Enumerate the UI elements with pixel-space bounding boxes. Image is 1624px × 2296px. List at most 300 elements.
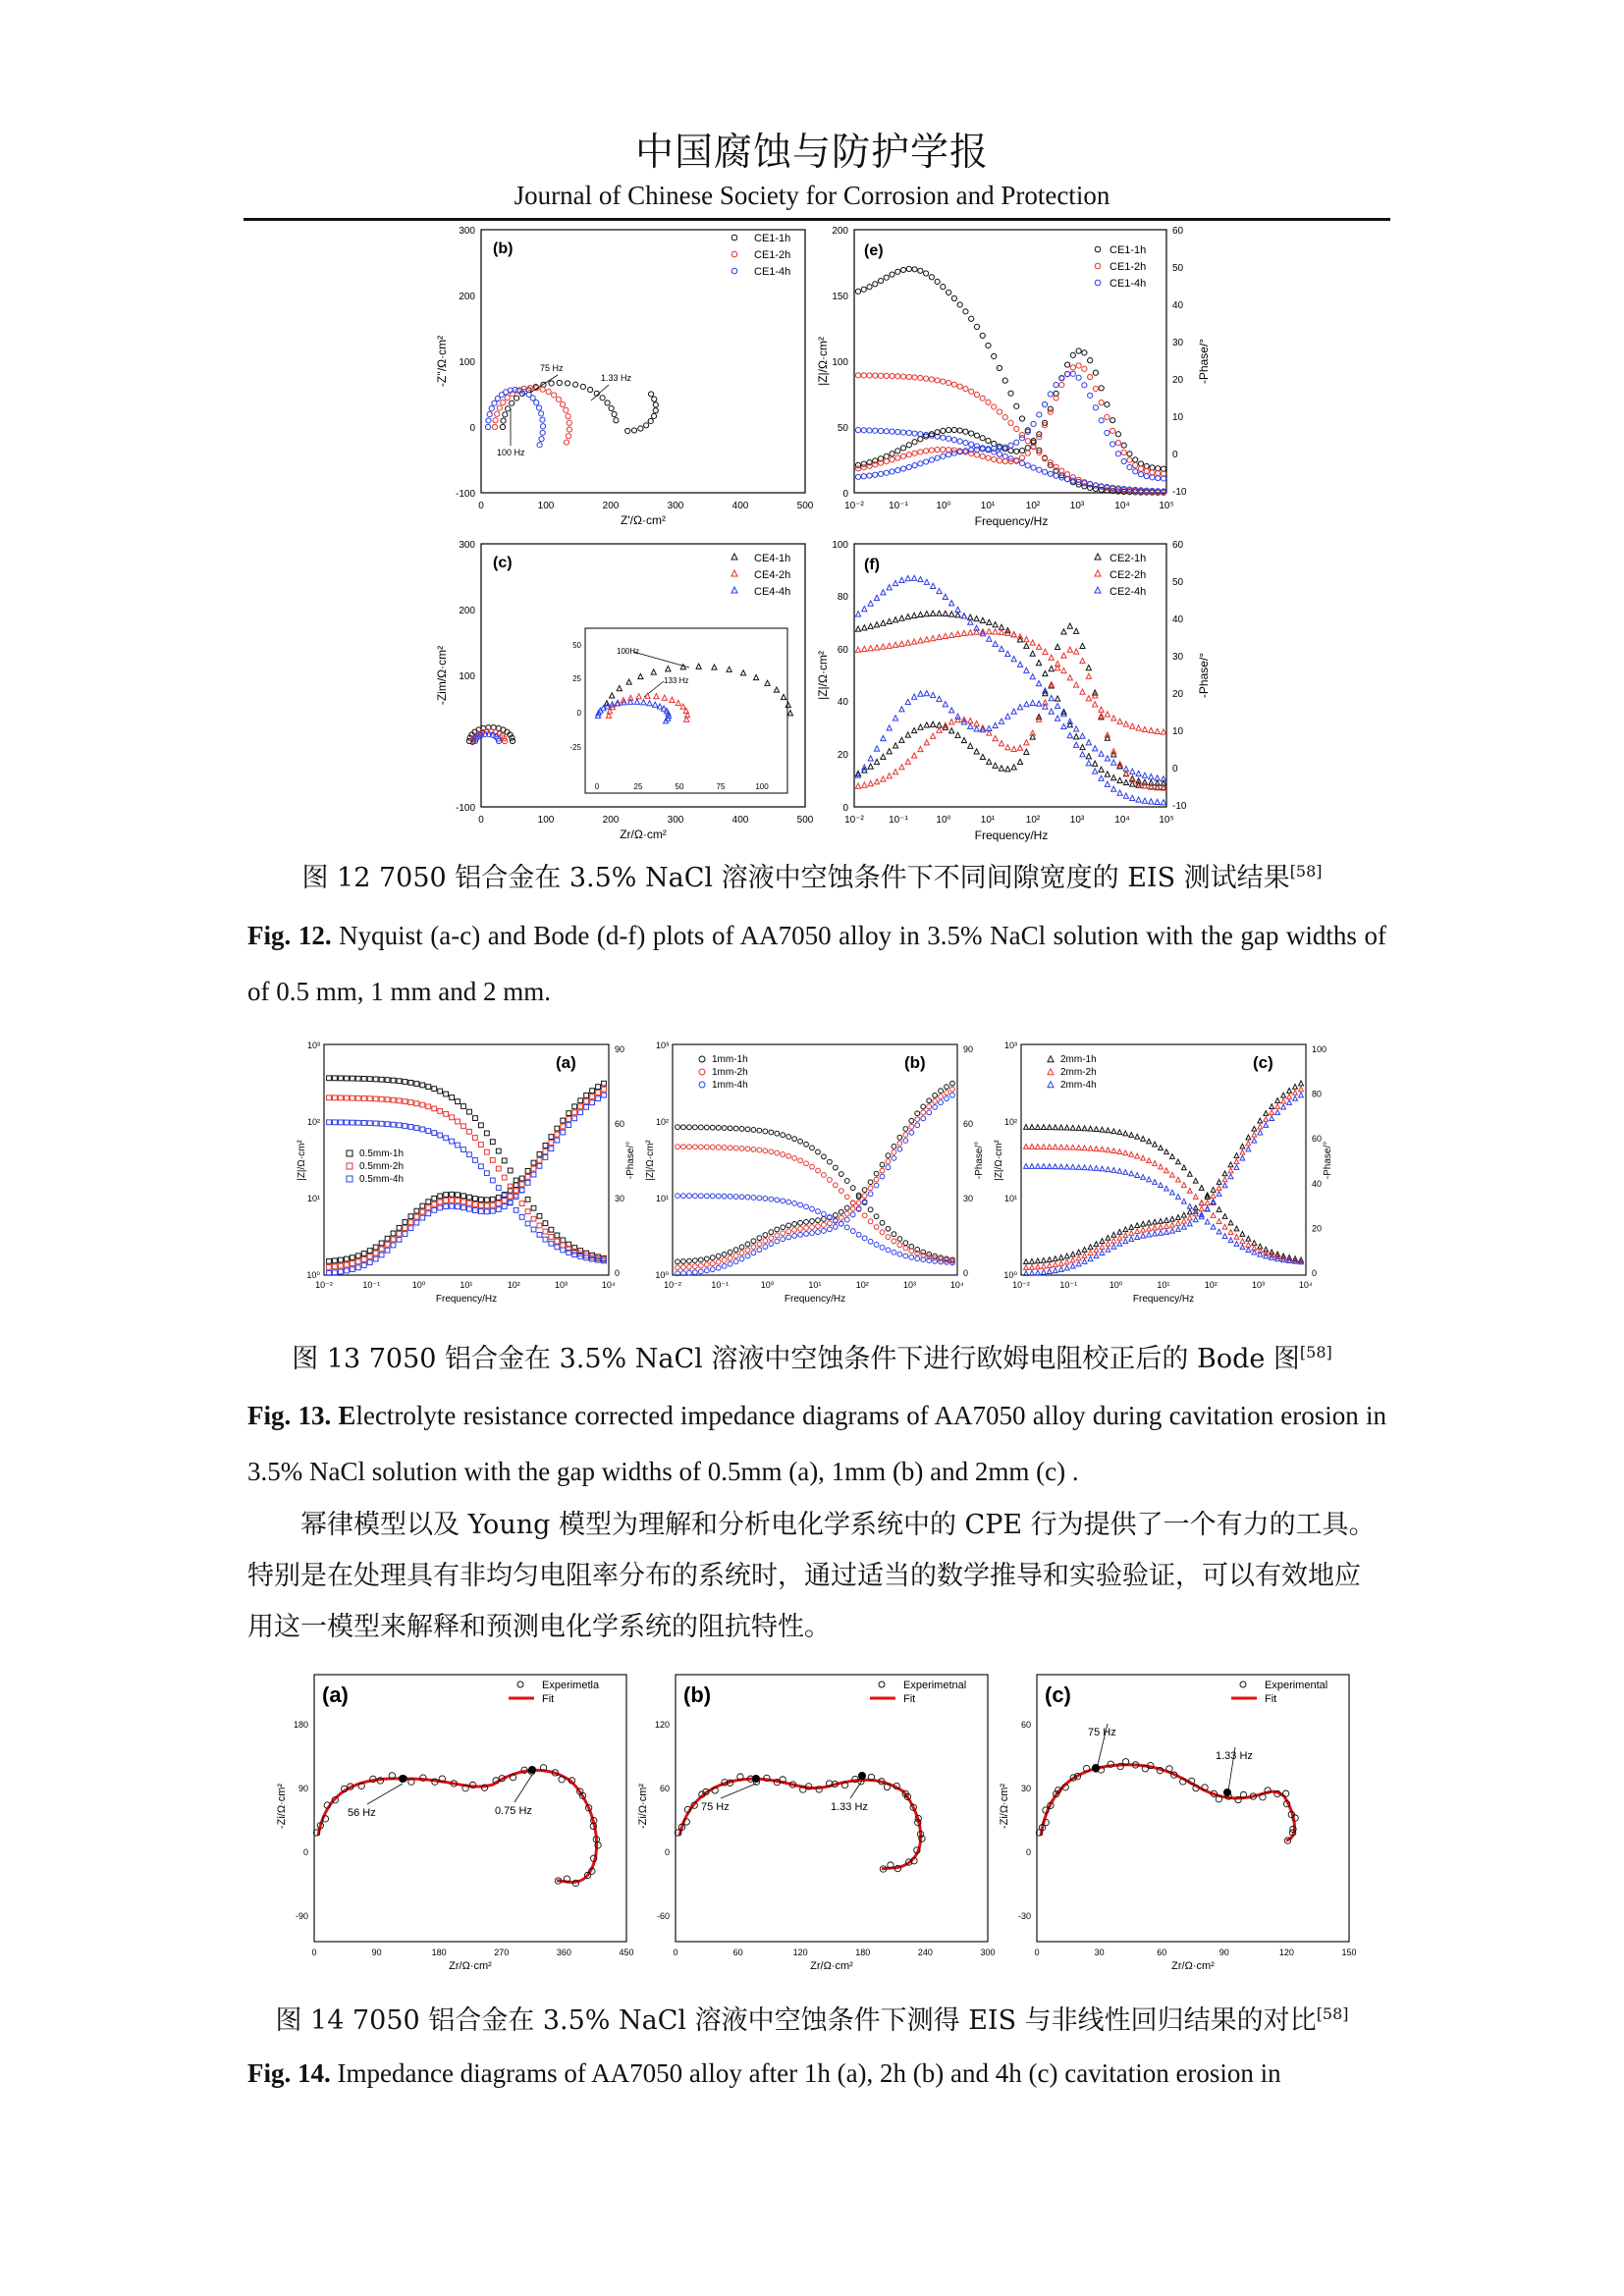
data-point (906, 430, 911, 435)
data-point (692, 1125, 697, 1130)
panel-label: (b) (493, 240, 514, 257)
data-point (456, 1099, 460, 1104)
data-point (456, 1143, 460, 1148)
data-point (1228, 1162, 1233, 1167)
data-point (590, 1089, 595, 1094)
data-point (987, 759, 992, 764)
data-point (564, 407, 568, 412)
data-point (728, 1255, 732, 1260)
data-point (918, 450, 923, 454)
data-point (939, 1089, 944, 1094)
data-point (687, 1125, 692, 1130)
tick: 0 (1312, 1268, 1318, 1278)
data-point (781, 1133, 785, 1138)
data-point (1094, 1127, 1099, 1132)
tick: 0 (1172, 764, 1178, 774)
data-point (947, 428, 951, 433)
data-point (1036, 1125, 1041, 1130)
data-point (1019, 460, 1024, 465)
data-point (403, 1099, 407, 1104)
annotation-dot (1092, 1764, 1100, 1772)
data-point (1111, 1232, 1116, 1237)
data-point (1074, 628, 1079, 633)
tick: -25 (569, 743, 581, 752)
tick: 0 (311, 1948, 317, 1957)
inset-frame (585, 628, 787, 793)
data-point (1106, 1148, 1110, 1152)
data-point (887, 774, 892, 778)
data-point (687, 1145, 692, 1149)
data-point (921, 1116, 926, 1121)
tick: 0 (673, 1948, 678, 1957)
data-point (1056, 696, 1060, 701)
data-point (1058, 1125, 1063, 1130)
data-point (855, 289, 860, 294)
data-point (924, 612, 929, 616)
data-point (333, 1258, 338, 1263)
tick: 40 (1172, 614, 1184, 625)
data-point (1187, 1215, 1192, 1220)
data-point (924, 637, 929, 642)
data-point (745, 1147, 750, 1151)
data-point (881, 620, 886, 625)
fit-curve (318, 1770, 597, 1882)
data-point (822, 1154, 827, 1159)
data-point (605, 400, 610, 405)
data-point (537, 1157, 542, 1162)
data-point (1161, 466, 1165, 471)
data-point (367, 1077, 372, 1082)
data-point (886, 1235, 891, 1240)
data-point (590, 1100, 595, 1105)
data-point (997, 452, 1001, 456)
data-point (1287, 1100, 1292, 1105)
tick: -90 (295, 1911, 308, 1921)
data-point (652, 397, 657, 401)
tick: 40 (1172, 300, 1184, 311)
data-point (492, 424, 497, 429)
data-point (561, 1130, 566, 1135)
data-point (537, 1163, 542, 1168)
data-point (1030, 1164, 1035, 1169)
data-point (1117, 1130, 1122, 1135)
data-point (955, 613, 960, 617)
data-point (1088, 1251, 1093, 1255)
data-point (1117, 1242, 1122, 1247)
data-point (681, 1194, 686, 1199)
data-point (1181, 1165, 1186, 1170)
data-point (804, 1161, 809, 1166)
data-point (873, 373, 878, 378)
legend-entry: Experimental (1265, 1680, 1328, 1691)
data-point (900, 267, 905, 272)
data-point (450, 1139, 455, 1144)
data-point (906, 266, 911, 271)
data-point (681, 1125, 686, 1130)
data-point (1159, 1183, 1164, 1188)
data-point (1246, 1135, 1251, 1140)
data-point (1135, 1223, 1140, 1228)
data-point (1031, 421, 1036, 426)
data-point (1074, 649, 1079, 654)
data-point (1127, 452, 1132, 456)
data-point (1170, 1154, 1175, 1159)
data-point (878, 278, 883, 283)
data-point (912, 727, 917, 732)
data-point (492, 400, 497, 405)
data-point (786, 1235, 791, 1240)
data-point (900, 454, 905, 458)
tick: 100 (832, 357, 848, 368)
data-point (1246, 1141, 1251, 1146)
data-point (924, 271, 929, 276)
data-point (1170, 1216, 1175, 1221)
data-point (1264, 1111, 1269, 1116)
data-point (1234, 1165, 1239, 1170)
data-point (478, 1198, 483, 1202)
data-point (578, 1110, 583, 1115)
data-point (555, 1126, 560, 1131)
data-point (886, 1226, 891, 1231)
data-point (549, 1241, 554, 1246)
data-point (1011, 632, 1016, 637)
data-point (963, 309, 968, 314)
data-point (385, 1122, 390, 1127)
data-point (519, 1214, 524, 1219)
legend-entry: CE1-4h (754, 266, 791, 278)
data-point (1121, 458, 1126, 463)
data-point (1082, 1165, 1087, 1170)
data-point (941, 428, 946, 433)
data-point (530, 396, 535, 400)
data-point (572, 1253, 577, 1257)
data-point (745, 1248, 750, 1253)
data-point (855, 428, 860, 433)
data-point (1041, 1145, 1046, 1149)
data-point (1181, 1212, 1186, 1217)
data-point (769, 1130, 774, 1135)
data-point (751, 1239, 756, 1244)
data-point (1088, 358, 1093, 363)
data-point (543, 1144, 548, 1148)
data-point (1100, 1147, 1105, 1151)
y-axis-label: |Z|/Ω·cm² (994, 1140, 1004, 1181)
data-point (1058, 1145, 1063, 1149)
x-axis-label: Zr/Ω·cm² (810, 1960, 853, 1972)
data-point (1056, 703, 1060, 708)
data-point (798, 1139, 803, 1144)
tick: 30 (1172, 338, 1184, 348)
data-point (391, 1231, 396, 1236)
data-point (867, 463, 872, 468)
data-point (543, 1149, 548, 1154)
data-point (567, 1111, 571, 1116)
data-point (1070, 1164, 1075, 1169)
data-point (912, 639, 917, 644)
data-point (537, 1223, 542, 1228)
data-point (1080, 658, 1085, 663)
tick: 100 (537, 501, 555, 511)
y-axis-label: -Zi/Ω·cm² (999, 1783, 1010, 1830)
data-point (461, 1124, 466, 1129)
data-point (534, 400, 539, 405)
data-point (1240, 1239, 1245, 1244)
data-point (1106, 1248, 1110, 1253)
data-point (974, 453, 979, 457)
data-point (884, 373, 889, 378)
tick: 50 (1172, 577, 1184, 588)
data-point (361, 1252, 366, 1256)
data-point (1252, 1132, 1257, 1137)
tick: 0 (302, 1847, 308, 1857)
data-point (1043, 649, 1048, 654)
data-point (1099, 775, 1104, 780)
data-point (895, 455, 900, 460)
data-point (414, 1082, 419, 1087)
data-point (997, 409, 1001, 414)
data-point (992, 404, 997, 409)
data-point (1155, 799, 1160, 804)
data-point (1082, 383, 1087, 388)
data-point (798, 1202, 803, 1207)
data-point (906, 374, 911, 379)
tick: 60 (1020, 1720, 1031, 1730)
legend-entry: CE1-2h (754, 249, 791, 261)
data-point (980, 754, 985, 759)
fig14-panel (276, 1675, 634, 1972)
data-point (1199, 1201, 1204, 1205)
data-point (992, 446, 997, 451)
data-point (745, 1242, 750, 1247)
data-point (855, 612, 860, 616)
data-point (438, 1194, 443, 1199)
data-point (590, 1095, 595, 1099)
data-point (495, 411, 500, 416)
data-point (537, 1213, 542, 1218)
data-point (816, 1230, 821, 1235)
data-point (438, 1108, 443, 1113)
data-point (1053, 1125, 1057, 1130)
data-point (827, 1227, 832, 1232)
data-point (905, 614, 910, 619)
data-point (1048, 1082, 1054, 1088)
data-point (561, 401, 566, 406)
data-point (385, 1097, 390, 1102)
data-point (588, 387, 593, 392)
data-point (1064, 1125, 1069, 1130)
data-point (897, 1135, 902, 1140)
legend-entry: 2mm-4h (1060, 1080, 1097, 1091)
data-point (943, 633, 947, 638)
data-point (584, 1104, 589, 1109)
data-point (580, 384, 585, 389)
legend-entry: 0.5mm-1h (359, 1148, 405, 1159)
data-point (1019, 455, 1024, 460)
data-point (873, 282, 878, 287)
data-point (490, 1197, 495, 1201)
data-point (687, 1258, 692, 1263)
data-point (710, 1267, 715, 1272)
data-point (339, 1257, 344, 1262)
data-point (921, 1104, 926, 1109)
tick: 90 (615, 1044, 625, 1054)
data-point (931, 583, 936, 588)
data-point (716, 1145, 721, 1149)
tick: 10³ (1251, 1280, 1266, 1290)
legend-entry: 1mm-4h (712, 1080, 748, 1091)
data-point (1024, 702, 1029, 707)
tick: 10¹ (808, 1280, 822, 1290)
data-point (1048, 392, 1053, 397)
data-point (833, 1213, 838, 1218)
data-point (333, 1076, 338, 1081)
data-point (862, 625, 867, 630)
data-point (763, 1245, 768, 1250)
tick: 300 (459, 226, 475, 237)
data-point (1005, 767, 1010, 772)
data-point (955, 631, 960, 636)
data-point (1080, 643, 1085, 648)
data-point (822, 1211, 827, 1216)
tick: 100 (537, 815, 555, 826)
data-point (912, 451, 917, 455)
data-point (745, 1195, 750, 1200)
data-point (909, 1118, 914, 1123)
data-point (839, 1215, 843, 1220)
data-point (915, 1123, 920, 1128)
data-point (539, 411, 544, 416)
data-point (1153, 1231, 1158, 1236)
data-point (1110, 442, 1115, 447)
data-point (676, 1145, 680, 1149)
data-point (987, 619, 992, 624)
data-point (1123, 721, 1128, 726)
data-point (839, 1172, 843, 1177)
data-point (993, 735, 998, 740)
data-point (1141, 1233, 1146, 1238)
data-point (880, 1245, 885, 1250)
data-point (391, 1237, 396, 1242)
data-point (918, 638, 923, 643)
data-point (969, 389, 974, 394)
data-point (931, 733, 936, 738)
data-point (949, 708, 954, 713)
data-point (361, 1257, 366, 1262)
data-point (874, 1171, 879, 1176)
data-point (943, 594, 947, 599)
tick: 300 (980, 1948, 996, 1957)
data-point (924, 691, 929, 696)
data-point (868, 1207, 873, 1212)
data-point (539, 437, 544, 442)
data-point (924, 740, 929, 745)
tick: 10¹ (655, 1194, 669, 1203)
data-point (861, 465, 866, 470)
data-point (895, 449, 900, 454)
data-point (540, 430, 545, 435)
data-point (1234, 1242, 1239, 1247)
data-point (692, 1264, 697, 1269)
data-point (855, 626, 860, 631)
legend-entry: CE1-4h (1110, 278, 1147, 290)
data-point (361, 1077, 366, 1082)
data-point (584, 1098, 589, 1103)
data-point (333, 1120, 338, 1125)
data-point (1175, 1195, 1180, 1200)
data-point (344, 1120, 349, 1125)
data-point (540, 424, 545, 429)
data-point (710, 1125, 715, 1130)
data-point (490, 1202, 495, 1207)
x-axis-label: Zr/Ω·cm² (620, 828, 667, 841)
tick: 0 (1025, 1847, 1031, 1857)
data-point (1228, 1168, 1233, 1173)
data-point (1282, 1790, 1288, 1796)
data-point (704, 1262, 709, 1267)
data-point (1211, 1224, 1216, 1229)
data-point (897, 1243, 902, 1248)
annotation: 133 Hz (664, 676, 689, 685)
data-point (1170, 1228, 1175, 1233)
data-point (992, 353, 997, 358)
data-point (1093, 405, 1098, 410)
data-point (1105, 414, 1110, 419)
data-point (1036, 701, 1041, 706)
data-point (339, 1095, 344, 1100)
data-point (543, 1237, 548, 1242)
tick: -60 (656, 1911, 670, 1921)
data-point (903, 1246, 908, 1251)
data-point (950, 1081, 955, 1086)
data-point (1019, 436, 1024, 441)
data-point (887, 749, 892, 754)
data-point (763, 1148, 768, 1153)
data-point (945, 1085, 949, 1090)
data-point (1080, 752, 1085, 757)
data-point (1064, 472, 1069, 477)
data-point (543, 1155, 548, 1160)
data-point (949, 720, 954, 724)
tick: 60 (1157, 1948, 1167, 1957)
y-axis-label: |Z|/Ω·cm² (645, 1140, 656, 1181)
data-point (473, 1197, 478, 1201)
data-point (1002, 414, 1007, 419)
data-point (961, 614, 966, 618)
data-point (886, 1165, 891, 1170)
data-point (1275, 1098, 1280, 1103)
data-point (467, 1129, 472, 1134)
fig13-panel (645, 1041, 985, 1305)
tick: 10² (655, 1117, 669, 1127)
data-point (1011, 765, 1016, 770)
data-point (432, 1196, 437, 1201)
tick: 10⁵ (1159, 501, 1174, 511)
data-point (1240, 1232, 1245, 1237)
data-point (1129, 1225, 1134, 1230)
data-point (1217, 1192, 1221, 1197)
data-point (955, 732, 960, 737)
data-point (1030, 1145, 1035, 1149)
data-point (1123, 793, 1128, 798)
data-point (490, 1140, 495, 1145)
data-point (710, 1194, 715, 1199)
data-point (1159, 1230, 1164, 1235)
data-point (949, 728, 954, 733)
data-point (822, 1223, 827, 1228)
data-point (1222, 1214, 1227, 1219)
annotation: 75 Hz (701, 1801, 730, 1813)
data-point (1123, 1150, 1128, 1155)
